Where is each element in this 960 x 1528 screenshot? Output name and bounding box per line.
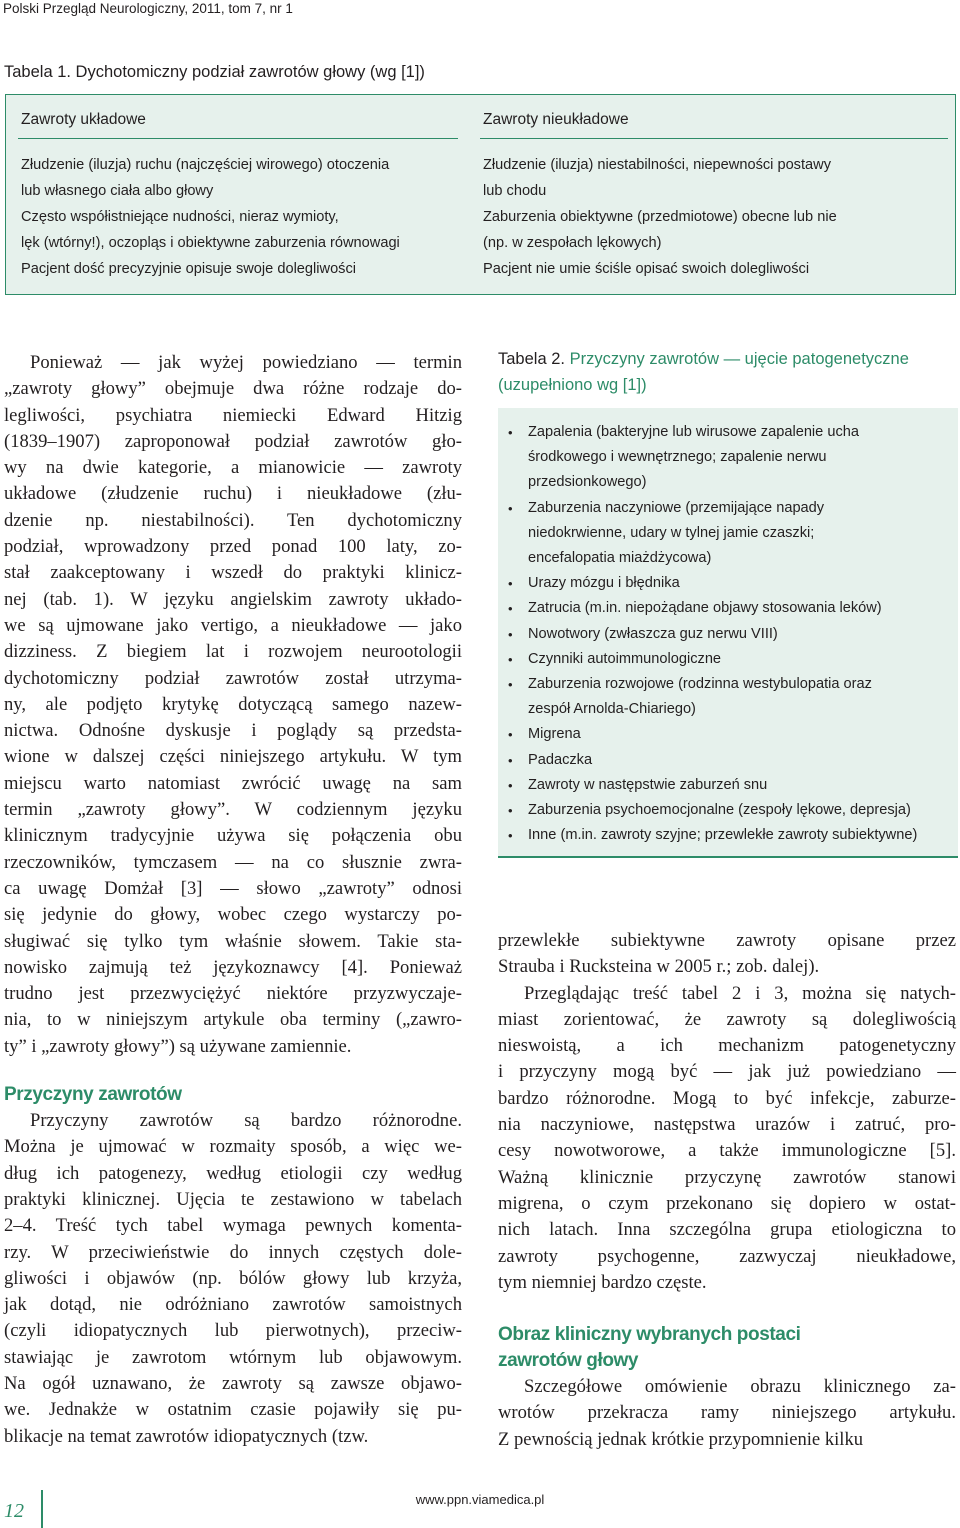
- text-line: ty” i „zawroty głowy”) są używane zamiennie.: [4, 1035, 352, 1057]
- table1-title: Tabela 1. Dychotomiczny podział zawrotów głowy (wg [1]): [4, 63, 425, 81]
- text-line: się jedynie do głowy, wobec czego wystarczy po-: [4, 904, 462, 926]
- table1-line: Zaburzenia obiektywne (przedmiotowe) obecne lub nie: [483, 209, 837, 225]
- table1-left-rule: [18, 138, 458, 139]
- right-paragraph-3: [498, 1374, 956, 1453]
- bullet-icon: •: [508, 601, 513, 617]
- section-heading-clinical-line1: Obraz kliniczny wybranych postaci: [498, 1324, 801, 1346]
- text-line: 2–4. Treść tych tabel wymaga pewnych komenta-: [4, 1215, 462, 1237]
- text-line: termin „zawroty głowy”. W codziennym języku: [4, 799, 462, 821]
- text-line: rzeczowników, tymczasem — na co słusznie zwra-: [4, 851, 462, 873]
- text-line: nich latach. Inna szczególna grupa etiologiczna to: [498, 1219, 956, 1241]
- text-line: Z pewnością jednak krótkie przypomnienie kilku: [498, 1428, 864, 1450]
- text-line: klinicznym tradycyjnie używa się połączenia obu: [4, 825, 462, 847]
- table1-left-header: Zawroty układowe: [21, 111, 146, 128]
- table2-item-line: Zawroty w następstwie zaburzeń snu: [528, 776, 768, 793]
- table2-item-line: Czynniki autoimmunologiczne: [528, 650, 722, 667]
- table1-line: Pacjent dość precyzyjnie opisuje swoje dolegliwości: [21, 261, 357, 277]
- table2-item-line: niedokrwienne, udary w tylnej jamie czaszki;: [528, 524, 815, 541]
- bullet-icon: •: [508, 752, 513, 768]
- table2-list-item: [508, 596, 958, 621]
- section-heading-clinical: [498, 1322, 956, 1374]
- table2-list-item: [508, 773, 958, 798]
- text-line: stał zaakceptowany i wszedł do praktyki klinicz-: [4, 562, 462, 584]
- text-line: Można je ujmować w rozmaity sposób, a więc we-: [4, 1136, 462, 1158]
- text-line: Przyczyny zawrotów są bardzo różnorodne.: [30, 1110, 462, 1132]
- text-line: cesy nowotworowe, a także immunologiczne [5].: [498, 1140, 956, 1162]
- table2-item-line: Migrena: [528, 726, 581, 743]
- table2-list-item: [508, 571, 958, 596]
- text-line: sługiwać się tylko tym właśnie słowem. Takie sta-: [4, 930, 462, 952]
- right-paragraph-2: [498, 981, 956, 1297]
- text-line: migrena, o czym przekonano się dopiero w ostat-: [498, 1192, 956, 1214]
- text-line: nia naczyniowe, następstwa urazów i zatruć, pro-: [498, 1114, 956, 1136]
- text-line: ca uwagę Domżał [3] — słowo „zawroty” odnosi: [4, 877, 462, 899]
- table2: [498, 346, 958, 858]
- table2-item-line: środkowego i wewnętrznego; zapalenie nerwu: [528, 449, 827, 466]
- text-line: nej (tab. 1). W języku angielskim zawroty układo-: [4, 588, 462, 610]
- table2-item-line: Zapalenia (bakteryjne lub wirusowe zapalenie ucha: [528, 424, 859, 440]
- table2-item-line: Urazy mózgu i błędnika: [528, 575, 680, 592]
- text-line: gliwości i objawów (np. bólów głowy lub krzyża,: [4, 1267, 462, 1289]
- bullet-icon: •: [508, 626, 513, 642]
- table2-title: [498, 346, 958, 398]
- left-column: [4, 350, 462, 1450]
- table1-line: lub chodu: [483, 183, 547, 199]
- table1: [5, 94, 956, 295]
- text-line: Przeglądając treść tabel 2 i 3, można się natych-: [524, 982, 956, 1004]
- table2-list-item: [508, 622, 958, 647]
- table2-title-prefix: Tabela 2.: [498, 350, 570, 368]
- text-line: rzy. W przeciwieństwie do innych częstych dole-: [4, 1241, 462, 1263]
- footer-url: www.ppn.viamedica.pl: [415, 1492, 545, 1507]
- bullet-icon: •: [508, 828, 513, 844]
- text-line: Ponieważ — jak wyżej powiedziano — termin: [30, 352, 462, 373]
- text-line: wy na dwie kategorie, a mianowicie — zawroty: [4, 457, 462, 479]
- running-head: Polski Przegląd Neurologiczny, 2011, tom 7, nr 1: [3, 1, 293, 16]
- left-paragraph-2: [4, 1108, 462, 1450]
- text-line: zawroty psychogenne, zazwyczaj nieukładowe,: [498, 1245, 956, 1267]
- table2-item-line: Zaburzenia naczyniowe (przemijające napady: [528, 499, 825, 516]
- page-number: 12: [4, 1500, 24, 1522]
- text-line: „zawroty głowy” obejmuje dwa różne rodzaje do-: [4, 378, 462, 400]
- table1-line: Często współistniejące nudności, nieraz wymioty,: [21, 209, 339, 225]
- bullet-icon: •: [508, 777, 513, 793]
- table1-line: (np. w zespołach lękowych): [483, 235, 662, 251]
- left-paragraph-1: [4, 350, 462, 1060]
- table1-right-header: Zawroty nieukładowe: [483, 111, 629, 128]
- table1-line: Złudzenie (iluzja) niestabilności, niepewności postawy: [483, 157, 831, 173]
- text-line: tym niemniej bardzo częste.: [498, 1271, 707, 1293]
- table2-title-sub: (uzupełniono wg [1]): [498, 376, 647, 394]
- table2-item-line: przedsionkowego): [528, 474, 647, 491]
- text-line: nictwa. Odnośne dyskusje i poglądy są przedsta-: [4, 720, 462, 742]
- bullet-icon: •: [508, 677, 513, 693]
- text-line: układowe (złudzenie ruchu) i nieukładowe (złu-: [4, 483, 462, 505]
- table2-list-item: [508, 647, 958, 672]
- table2-item-line: Zatrucia (m.in. niepożądane objawy stosowania leków): [528, 600, 882, 617]
- text-line: trudno jest przezwyciężyć niektóre przyzwyczaje-: [4, 983, 462, 1005]
- table2-item-line: Inne (m.in. zawroty szyjne; przewlekłe zawroty subiektywne): [528, 827, 918, 844]
- bullet-icon: •: [508, 500, 513, 516]
- bullet-icon: •: [508, 425, 513, 440]
- text-line: we są ujmowane jako vertigo, a nieukładowe — jako: [4, 614, 462, 636]
- text-line: Szczegółowe omówienie obrazu klinicznego za-: [524, 1376, 956, 1398]
- text-line: blikacje na temat zawrotów idiopatycznych (tzw.: [4, 1425, 369, 1447]
- text-line: Strauba i Rucksteina w 2005 r.; zob. dalej).: [498, 956, 820, 978]
- bullet-icon: •: [508, 803, 513, 819]
- bullet-icon: •: [508, 651, 513, 667]
- table2-item-line: Zaburzenia psychoemocjonalne (zespoły lękowe, depresja): [528, 802, 911, 819]
- text-line: nowisko zajmują też językoznawcy [4]. Ponieważ: [4, 956, 462, 978]
- table2-item-line: Padaczka: [528, 751, 593, 768]
- text-line: podział, wprowadzony przed ponad 100 laty, zo-: [4, 536, 462, 558]
- text-line: we. Jednakże w ostatnim czasie pojawiły się pu-: [4, 1399, 462, 1421]
- text-line: Ważną klinicznie przyczynę zawrotów stanowi: [498, 1166, 956, 1188]
- right-paragraph-1: [498, 928, 956, 981]
- text-line: wrotów przekracza ramy niniejszego artykułu.: [498, 1402, 956, 1424]
- table2-list-item: [508, 672, 958, 722]
- text-line: dychotomiczny podział zawrotów został utrzyma-: [4, 667, 462, 689]
- table1-right-body: [483, 152, 837, 282]
- text-line: ny, ale podjęto krytykę dotyczącą samego nazew-: [4, 693, 462, 715]
- table2-list-item: [508, 420, 958, 496]
- section-heading-clinical-line2: zawrotów głowy: [498, 1350, 639, 1372]
- table1-line: lęk (wtórny!), oczopląs i obiektywne zaburzenia równowagi: [21, 235, 400, 251]
- table2-item-line: zespół Arnolda-Chiariego): [528, 701, 696, 718]
- table2-list-item: [508, 798, 958, 823]
- text-line: dizziness. Z biegiem lat i rozwojem neurootologii: [4, 641, 462, 663]
- table1-line: Złudzenie (iluzja) ruchu (najczęściej wirowego) otoczenia: [21, 157, 390, 173]
- table2-title-main: Przyczyny zawrotów — ujęcie patogenetyczne: [569, 350, 909, 368]
- text-line: stawiając je zawrotom wtórnym lub objawowym.: [4, 1346, 462, 1368]
- table2-list-item: [508, 823, 958, 848]
- table2-list-item: [508, 722, 958, 747]
- bullet-icon: •: [508, 727, 513, 743]
- text-line: (czyli idiopatycznych lub pierwotnych), przeciw-: [4, 1320, 462, 1342]
- text-line: miejscu warto natomiast zwrócić uwagę na sam: [4, 772, 462, 794]
- text-line: dług ich patogenezy, według etiologii czy według: [4, 1162, 462, 1184]
- text-line: nia, to w niniejszym artykule oba terminy („zawro-: [4, 1009, 462, 1031]
- table1-line: Pacjent nie umie ściśle opisać swoich dolegliwości: [483, 261, 810, 277]
- text-line: Na ogół uznawano, że zawroty są zawsze objawo-: [4, 1372, 462, 1394]
- text-line: legliwości, psychiatra niemiecki Edward Hitzig: [4, 404, 462, 426]
- text-line: i przyczyny mogą być — jak już powiedziano —: [498, 1061, 956, 1083]
- table2-list-item: [508, 496, 958, 572]
- section-heading-causes: Przyczyny zawrotów: [4, 1084, 182, 1106]
- text-line: bardzo różnorodne. Mogą to być infekcje, zaburze-: [498, 1087, 956, 1109]
- text-line: (1839–1907) zaproponował podział zawrotów gło-: [4, 430, 462, 452]
- text-line: miast zorientować, że zawroty są dolegliwością: [498, 1008, 956, 1030]
- text-line: jak dotąd, nie odróżniano zawrotów samoistnych: [4, 1294, 462, 1316]
- text-line: dzenie np. niestabilności). Ten dychotomiczny: [4, 509, 462, 531]
- table2-list-item: [508, 748, 958, 773]
- table2-item-line: Nowotwory (zwłaszcza guz nerwu VIII): [528, 625, 778, 642]
- bullet-icon: •: [508, 576, 513, 592]
- text-line: praktyki klinicznej. Ujęcia te zestawiono w tabelach: [4, 1188, 462, 1210]
- table2-list: [508, 420, 958, 848]
- text-line: przewlekłe subiektywne zawroty opisane przez: [498, 930, 956, 951]
- table1-left-body: [21, 152, 400, 282]
- text-line: wione w dalszej części niniejszego artykułu. W tym: [4, 746, 462, 768]
- right-column: [498, 928, 956, 1453]
- text-line: nieswoistą, a ich mechanizm patogenetyczny: [498, 1035, 956, 1057]
- table2-item-line: Zaburzenia rozwojowe (rodzinna westybulopatia oraz: [528, 676, 872, 693]
- table1-line: lub własnego ciała albo głowy: [21, 183, 214, 199]
- table2-item-line: encefalopatia miażdżycowa): [528, 550, 712, 567]
- table1-right-rule: [480, 138, 948, 139]
